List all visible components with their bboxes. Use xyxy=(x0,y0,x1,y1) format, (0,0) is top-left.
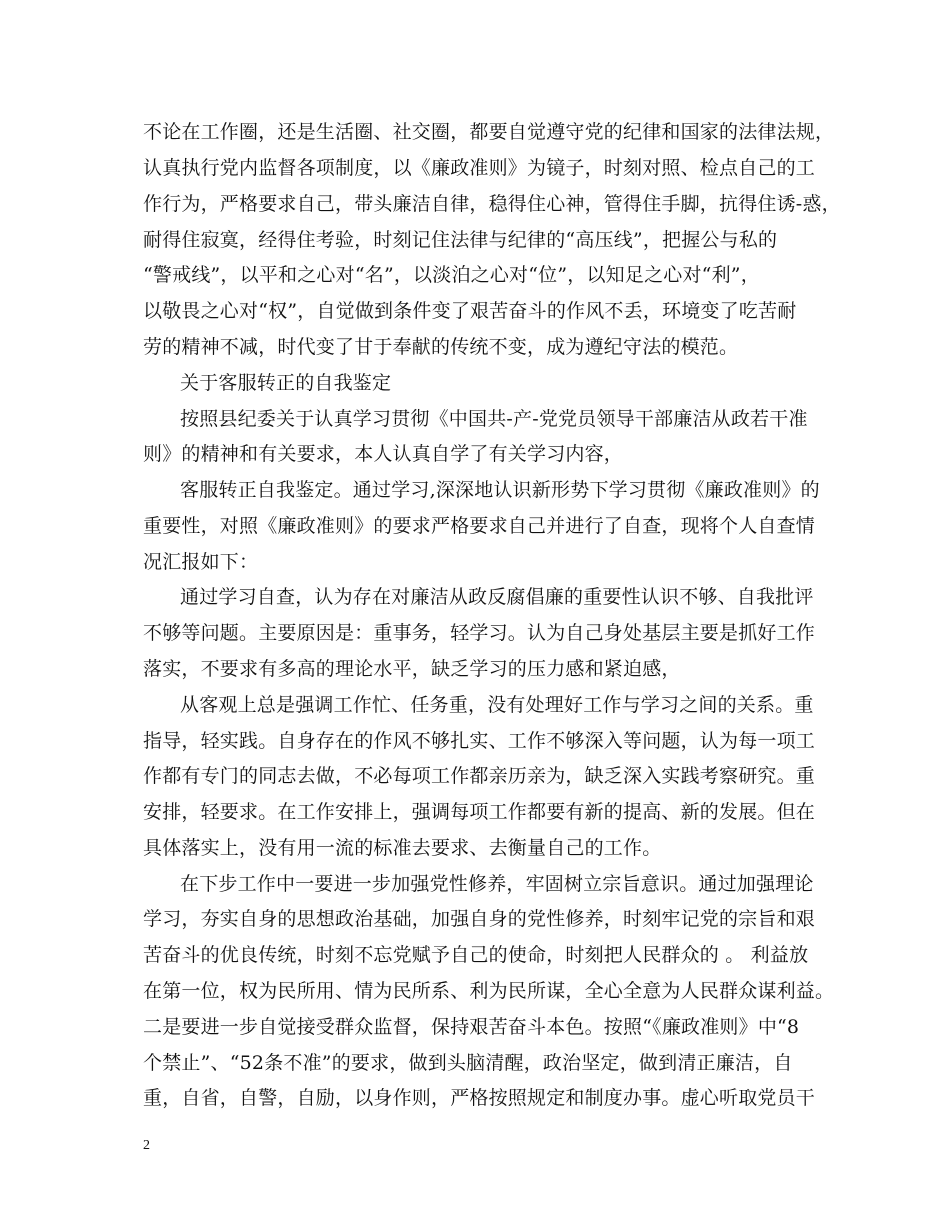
text-line: 则》的精神和有关要求，本人认真自学了有关学习内容， xyxy=(143,443,624,465)
page-number: 2 xyxy=(143,1138,150,1153)
text-line: 落实，不要求有多高的理论水平，缺乏学习的压力感和紧迫感， xyxy=(143,658,681,680)
text-line: 通过学习自查，认为存在对廉洁从政反腐倡廉的重要性认识不够、自我批评 xyxy=(180,586,814,608)
text-line: 以敬畏之心对“权”，自觉做到条件变了艰苦奋斗的作风不丢，环境变了吃苦耐 xyxy=(143,300,797,322)
text-line: 苦奋斗的优良传统，时刻不忘党赋予自己的使命，时刻把人民群众的 。 利益放 xyxy=(143,944,809,966)
text-line: 二是要进一步自觉接受群众监督，保持艰苦奋斗本色。按照“《廉政准则》中“8 xyxy=(143,1016,800,1038)
text-line: 重，自省，自警，自励，以身作则，严格按照规定和制度办事。虚心听取党员干 xyxy=(143,1087,816,1109)
text-line: 安排，轻要求。在工作安排上，强调每项工作都要有新的提高、新的发展。但在 xyxy=(143,801,816,823)
text-line: 不论在工作圈，还是生活圈、社交圈，都要自觉遵守党的纪律和国家的法律法规， xyxy=(143,121,835,143)
text-line: 认真执行党内监督各项制度，以《廉政准则》为镜子，时刻对照、检点自己的工 xyxy=(143,157,816,179)
text-line: 重要性，对照《廉政准则》的要求严格要求自己并进行了自查，现将个人自查情 xyxy=(143,515,816,537)
text-line: 学习，夯实自身的思想政治基础，加强自身的党性修养，时刻牢记党的宗旨和艰 xyxy=(143,908,816,930)
text-line: “警戒线”，以平和之心对“名”，以淡泊之心对“位”，以知足之心对“利”， xyxy=(143,264,760,286)
text-line: 耐得住寂寞，经得住考验，时刻记住法律与纪律的“高压线”，把握公与私的 xyxy=(143,229,778,251)
text-line: 在第一位，权为民所用、情为民所系、利为民所谋，全心全意为人民群众谋利益。 xyxy=(143,980,835,1002)
text-line: 客服转正自我鉴定。通过学习,深深地认识新形势下学习贯彻《廉政准则》的 xyxy=(180,479,820,501)
text-line: 不够等问题。主要原因是：重事务，轻学习。认为自己身处基层主要是抓好工作 xyxy=(143,622,816,644)
text-line: 况汇报如下： xyxy=(143,551,259,573)
section-heading: 关于客服转正的自我鉴定 xyxy=(180,372,392,394)
text-line: 个禁止”、“52条不准”的要求，做到头脑清醒，政治坚定，做到清正廉洁，自 xyxy=(143,1052,793,1074)
text-line: 从客观上总是强调工作忙、任务重，没有处理好工作与学习之间的关系。重 xyxy=(180,694,814,716)
text-line: 在下步工作中一要进一步加强党性修养，牢固树立宗旨意识。通过加强理论 xyxy=(180,873,814,895)
text-line: 作行为，严格要求自己，带头廉洁自律，稳得住心神，管得住手脚，抗得住诱-惑， xyxy=(143,193,841,215)
text-line: 劳的精神不减，时代变了甘于奉献的传统不变，成为遵纪守法的模范。 xyxy=(143,336,739,358)
text-line: 作都有专门的同志去做，不必每项工作都亲历亲为，缺乏深入实践考察研究。重 xyxy=(143,765,816,787)
text-line: 具体落实上，没有用一流的标准去要求、去衡量自己的工作。 xyxy=(143,837,662,859)
text-line: 按照县纪委关于认真学习贯彻《中国共-产-党党员领导干部廉洁从政若干准 xyxy=(180,408,808,430)
text-line: 指导，轻实践。自身存在的作风不够扎实、工作不够深入等问题，认为每一项工 xyxy=(143,730,816,752)
